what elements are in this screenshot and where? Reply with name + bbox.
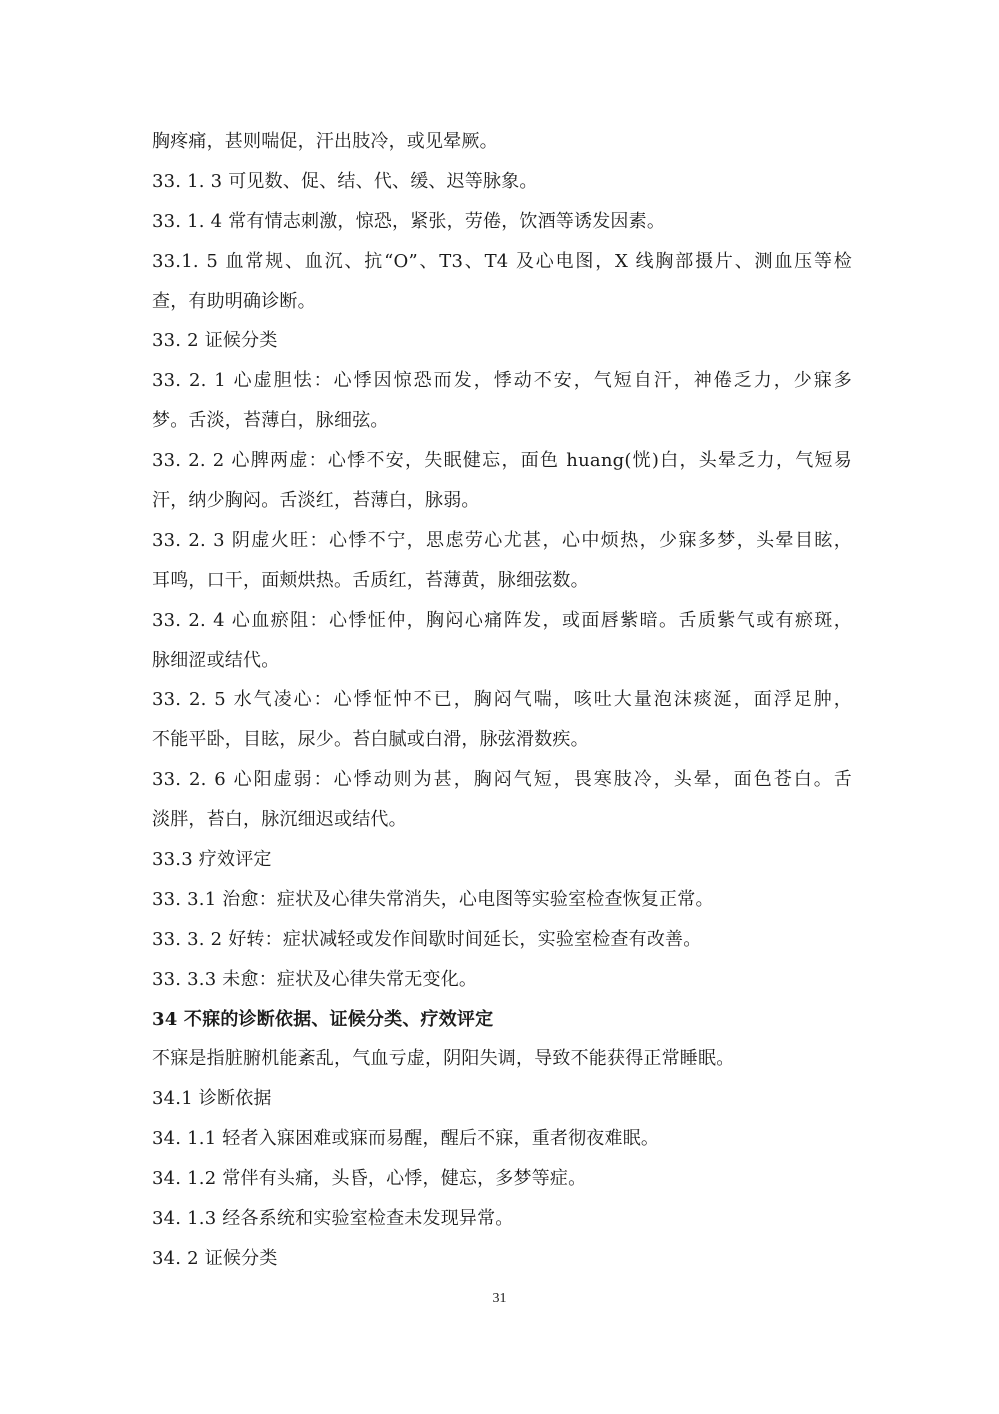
text-line: 33. 1. 4 常有情志刺激，惊恐，紧张，劳倦，饮酒等诱发因素。 bbox=[152, 210, 666, 232]
text-line: 胸疼痛，甚则喘促，汗出肢冷，或见晕厥。 bbox=[152, 131, 498, 152]
text-line: 33. 3. 2 好转：症状减轻或发作间歇时间延长，实验室检查有改善。 bbox=[152, 928, 702, 950]
text-line: 34. 1.1 轻者入寐困难或寐而易醒，醒后不寐，重者彻夜难眠。 bbox=[152, 1128, 660, 1150]
text-line: 33. 3.3 未愈：症状及心律失常无变化。 bbox=[152, 968, 478, 990]
text-line: 33. 2. 1 心虚胆怯：心悸因惊恐而发，悸动不安，气短自汗，神倦乏力，少寐多 bbox=[152, 370, 852, 392]
text-line: 33.1. 5 血常规、血沉、抗“O”、T3、T4 及心电图，X 线胸部摄片、测血压等检 bbox=[152, 250, 852, 272]
text-line: 耳鸣，口干，面颊烘热。舌质红，苔薄黄，脉细弦数。 bbox=[152, 569, 589, 591]
text-line: 33. 3.1 治愈：症状及心律失常消失，心电图等实验室检查恢复正常。 bbox=[152, 888, 714, 910]
text-line: 梦。舌淡，苔薄白，脉细弦。 bbox=[152, 410, 389, 432]
text-line: 33. 2. 3 阴虚火旺：心悸不宁，思虑劳心尤甚，心中烦热，少寐多梦，头晕目眩， bbox=[152, 529, 852, 551]
text-line: 33. 2. 4 心血瘀阻：心悸怔仲，胸闷心痛阵发，或面唇紫暗。舌质紫气或有瘀斑， bbox=[152, 609, 852, 631]
text-line: 33. 1. 3 可见数、促、结、代、缓、迟等脉象。 bbox=[152, 170, 538, 192]
text-line: 查，有助明确诊断。 bbox=[152, 290, 316, 312]
text-line: 34. 1.3 经各系统和实验室检查未发现异常。 bbox=[152, 1208, 514, 1230]
text-line: 汗，纳少胸闷。舌淡红，苔薄白，脉弱。 bbox=[152, 490, 480, 512]
text-line: 淡胖，苔白，脉沉细迟或结代。 bbox=[152, 809, 407, 831]
text-line: 不能平卧，目眩，尿少。苔白腻或白滑，脉弦滑数疾。 bbox=[152, 729, 589, 751]
section-heading: 33. 2 证候分类 bbox=[152, 330, 278, 352]
document-body bbox=[152, 122, 852, 1279]
text-line: 33. 2. 2 心脾两虚：心悸不安，失眠健忘，面色 huang(恍)白，头晕乏力，气短易 bbox=[152, 450, 852, 472]
text-line: 不寐是指脏腑机能紊乱，气血亏虚，阴阳失调，导致不能获得正常睡眠。 bbox=[152, 1048, 735, 1070]
text-line: 33. 2. 5 水气凌心：心悸怔忡不已，胸闷气喘，咳吐大量泡沫痰涎，面浮足肿， bbox=[152, 689, 852, 711]
chapter-heading: 34 不寐的诊断依据、证候分类、疗效评定 bbox=[152, 1008, 494, 1030]
section-heading: 33.3 疗效评定 bbox=[152, 849, 272, 871]
page-number: 31 bbox=[492, 1291, 507, 1306]
section-heading: 34.1 诊断依据 bbox=[152, 1088, 272, 1110]
text-line: 34. 1.2 常伴有头痛，头昏，心悸，健忘，多梦等症。 bbox=[152, 1168, 587, 1190]
section-heading: 34. 2 证候分类 bbox=[152, 1247, 278, 1269]
text-line: 脉细涩或结代。 bbox=[152, 649, 280, 671]
text-line: 33. 2. 6 心阳虚弱：心悸动则为甚，胸闷气短，畏寒肢冷，头晕，面色苍白。舌 bbox=[152, 769, 852, 791]
